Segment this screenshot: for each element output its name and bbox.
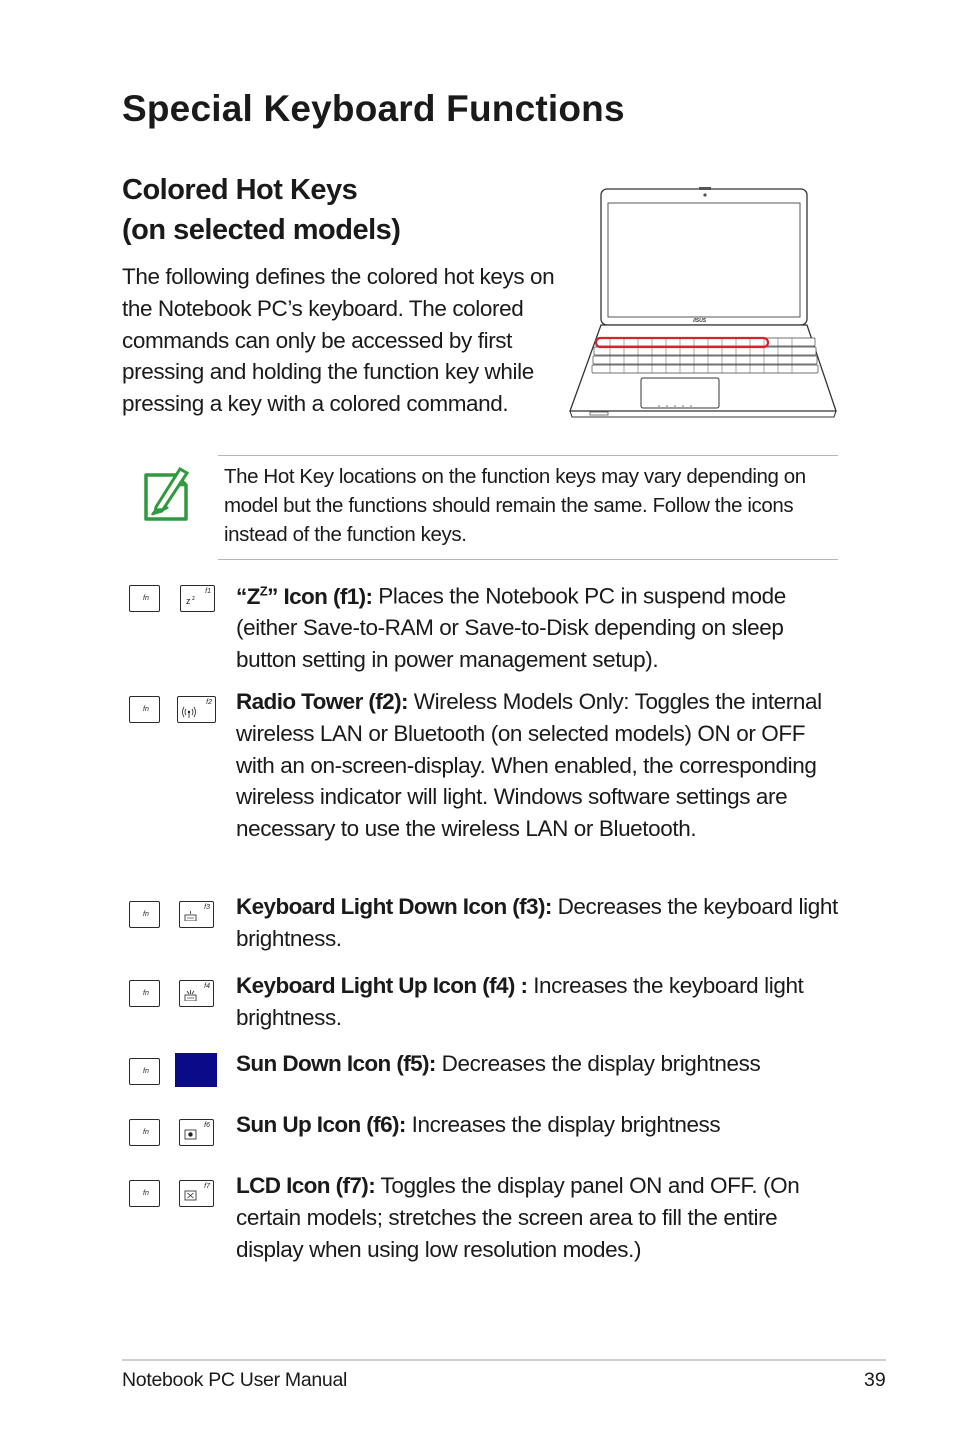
hotkey-entry-f4 xyxy=(236,970,840,1034)
hotkey-label-f6: Sun Up Icon (f6): xyxy=(236,1112,406,1137)
hotkey-desc-f3: Decreases the keyboard light brightness. xyxy=(236,894,838,951)
footer-manual-title: Notebook PC User Manual xyxy=(122,1369,348,1391)
svg-text:z: z xyxy=(192,596,195,602)
laptop-icon xyxy=(566,186,840,422)
hotkey-label-f3: Keyboard Light Down Icon (f3): xyxy=(236,894,552,919)
hotkey-label-f1: “$Z^Z$” Icon (f1): xyxy=(236,583,373,609)
f2-key: f2 xyxy=(177,696,216,723)
lcd-toggle-icon xyxy=(184,1190,198,1201)
hotkey-entry-f3 xyxy=(236,891,840,955)
hotkey-entry-f6 xyxy=(236,1109,840,1141)
fn-key: fn xyxy=(129,980,160,1007)
sleep-zz-icon xyxy=(185,595,199,605)
hotkey-entry-f5 xyxy=(236,1048,840,1080)
radio-tower-icon xyxy=(182,706,196,718)
fn-key: fn xyxy=(129,1119,160,1146)
hotkey-entry-f1 xyxy=(236,575,840,676)
intro-paragraph: The following defines the colored hot keys on the Notebook PC’s keyboard. The colored commands can only be accessed by first pressing and holding the function key while pressing a key with a colored command. xyxy=(122,264,555,417)
f4-key: f4 xyxy=(179,980,214,1007)
laptop-logo: /ISUS xyxy=(693,318,707,324)
note-text: The Hot Key locations on the function keys may vary depending on model but the functions should remain the same. Follow the icons instead of the function keys. xyxy=(224,465,806,546)
fn-key: fn xyxy=(129,1180,160,1207)
hotkey-desc-f1: Places the Notebook PC in suspend mode (either Save-to-RAM or Save-to-Disk depending on sleep button setting in power management setup). xyxy=(236,583,786,673)
hotkey-desc-f4: Increases the keyboard light brightness. xyxy=(236,973,804,1030)
section-title xyxy=(122,170,400,250)
f3-key: f3 xyxy=(179,901,214,928)
hotkey-entry-f2 xyxy=(236,686,840,845)
fn-key: fn xyxy=(129,696,160,723)
hotkey-desc-f6: Increases the display brightness xyxy=(405,1112,721,1137)
page-number: 39 xyxy=(864,1369,886,1391)
note-pencil-icon xyxy=(140,463,196,525)
f6-key: f6 xyxy=(179,1119,214,1146)
page-title: Special Keyboard Functions xyxy=(122,88,625,129)
sun-down-icon xyxy=(175,1053,217,1087)
footer-divider xyxy=(122,1359,886,1361)
laptop-illustration xyxy=(566,186,840,422)
f1-key: f1 z z xyxy=(180,585,215,612)
hotkey-label-f2: Radio Tower (f2): xyxy=(236,689,408,714)
keyboard-light-up-icon xyxy=(184,990,198,1001)
hotkey-label-f7: LCD Icon (f7): xyxy=(236,1173,376,1198)
hotkey-entry-f7 xyxy=(236,1170,840,1265)
svg-text:z: z xyxy=(186,596,191,605)
hotkey-desc-f2: Wireless Models Only: Toggles the internal wireless LAN or Bluetooth (on selected models) ON or OFF with an on-screen-display. When enabled, the corresponding wireless indicator will light. Windows software settings are necessary to use the wireless LAN or Bluetooth. xyxy=(236,689,822,842)
keyboard-light-down-icon xyxy=(184,911,198,921)
fn-key: fn xyxy=(129,901,160,928)
hotkey-label-f5: Sun Down Icon (f5): xyxy=(236,1051,436,1076)
hotkey-desc-f5: Decreases the display brightness xyxy=(435,1051,761,1076)
sun-up-icon xyxy=(184,1129,198,1140)
fn-key: fn xyxy=(129,1058,160,1085)
hotkey-desc-f7: Toggles the display panel ON and OFF. (On certain models; stretches the screen area to fill the entire display when using low resolution modes.) xyxy=(236,1173,800,1262)
section-title-line1: Colored Hot Keys xyxy=(122,174,358,206)
fn-key: fn xyxy=(129,585,160,612)
hotkey-label-f4: Keyboard Light Up Icon (f4) : xyxy=(236,973,528,998)
f7-key: f7 xyxy=(179,1180,214,1207)
section-title-line2: (on selected models) xyxy=(122,214,401,246)
